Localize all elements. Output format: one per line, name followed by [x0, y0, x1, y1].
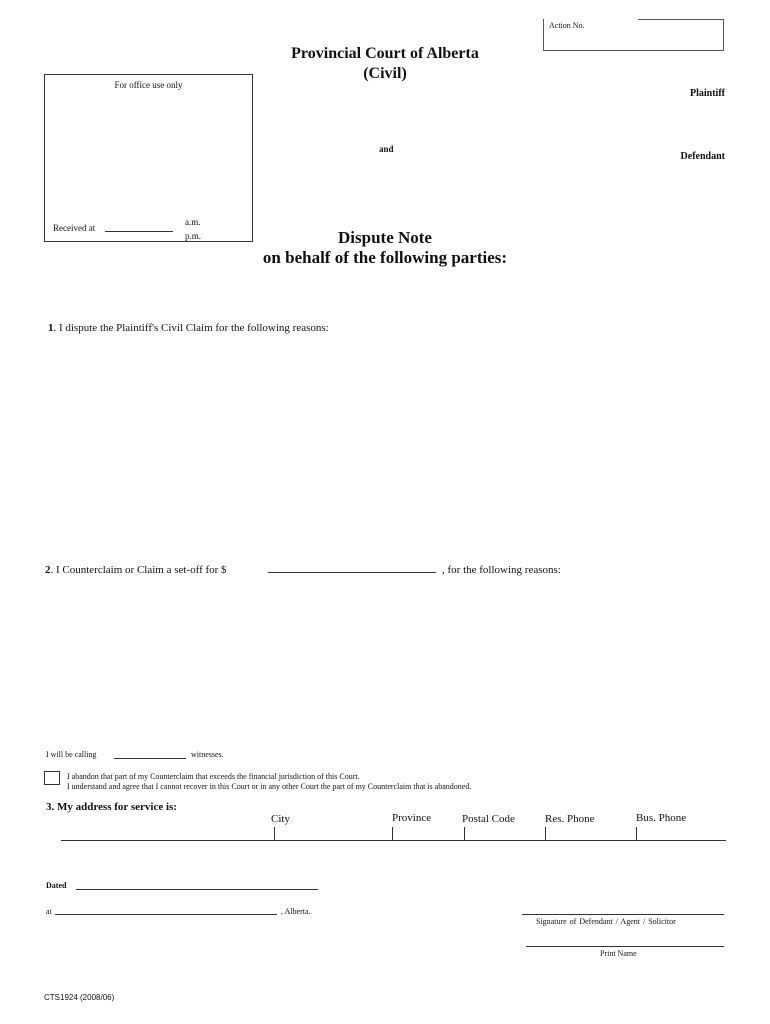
- res-phone-divider: [545, 827, 546, 840]
- print-name-field[interactable]: [526, 946, 724, 947]
- signature-field[interactable]: [522, 914, 724, 915]
- witnesses-count-field[interactable]: [114, 758, 186, 759]
- signature-label: Signature of Defendant / Agent / Solicitor: [536, 917, 676, 926]
- bus-phone-column-label: Bus. Phone: [636, 812, 687, 824]
- office-use-label: For office use only: [114, 80, 183, 90]
- witnesses-label-after: witnesses.: [191, 750, 224, 759]
- dated-label: Dated: [46, 881, 67, 890]
- and-label: and: [379, 144, 394, 154]
- print-name-label: Print Name: [600, 949, 637, 958]
- section-1-statement: [48, 322, 329, 334]
- section-2-number: 2: [45, 564, 51, 576]
- abandon-checkbox[interactable]: [44, 771, 60, 785]
- action-number-label: Action No.: [549, 21, 585, 30]
- court-title: Provincial Court of Alberta: [291, 45, 479, 62]
- alberta-label: , Alberta.: [281, 907, 311, 916]
- dispute-note-subtitle: on behalf of the following parties:: [262, 248, 508, 267]
- received-at-label: Received at: [53, 223, 96, 233]
- section-1-text: . I dispute the Plaintiff's Civil Claim for the following reasons:: [53, 322, 329, 334]
- postal-code-column-label: Postal Code: [462, 813, 515, 825]
- city-divider: [274, 827, 275, 840]
- received-at-field[interactable]: [105, 231, 173, 232]
- city-column-label: City: [271, 813, 290, 825]
- witnesses-label-before: I will be calling: [46, 750, 97, 759]
- abandon-text-line-1: I abandon that part of my Counterclaim that exceeds the financial jurisdiction of this Court.: [67, 772, 360, 781]
- section-2-text-after: , for the following reasons:: [442, 564, 561, 576]
- postal-code-divider: [464, 827, 465, 840]
- action-number-box[interactable]: [543, 19, 724, 51]
- section-3-label: 3. My address for service is:: [46, 801, 177, 813]
- court-subtitle: (Civil): [363, 65, 407, 82]
- bus-phone-divider: [636, 827, 637, 840]
- office-use-box: [44, 74, 253, 242]
- section-2-statement: [45, 564, 227, 576]
- am-label: a.m.: [185, 217, 201, 227]
- plaintiff-label: Plaintiff: [690, 88, 725, 99]
- section-1-number: 1: [48, 322, 54, 334]
- res-phone-column-label: Res. Phone: [545, 813, 595, 825]
- abandon-text-line-2: I understand and agree that I cannot recover in this Court or in any other Court the part of my Counterclaim that is abandoned.: [67, 782, 472, 791]
- action-box-top-edge: [638, 19, 724, 20]
- address-field[interactable]: [61, 840, 726, 841]
- at-label: at: [46, 907, 52, 916]
- province-divider: [392, 827, 393, 840]
- form-code: CTS1924 (2008/06): [44, 993, 115, 1002]
- section-2-text: . I Counterclaim or Claim a set-off for $: [50, 564, 227, 576]
- location-field[interactable]: [55, 914, 277, 915]
- dispute-note-title: Dispute Note: [338, 228, 432, 247]
- defendant-label: Defendant: [680, 151, 725, 162]
- dated-field[interactable]: [76, 889, 318, 890]
- pm-label: p.m.: [185, 231, 202, 241]
- counterclaim-amount-field[interactable]: [268, 572, 436, 573]
- province-column-label: Province: [392, 812, 432, 824]
